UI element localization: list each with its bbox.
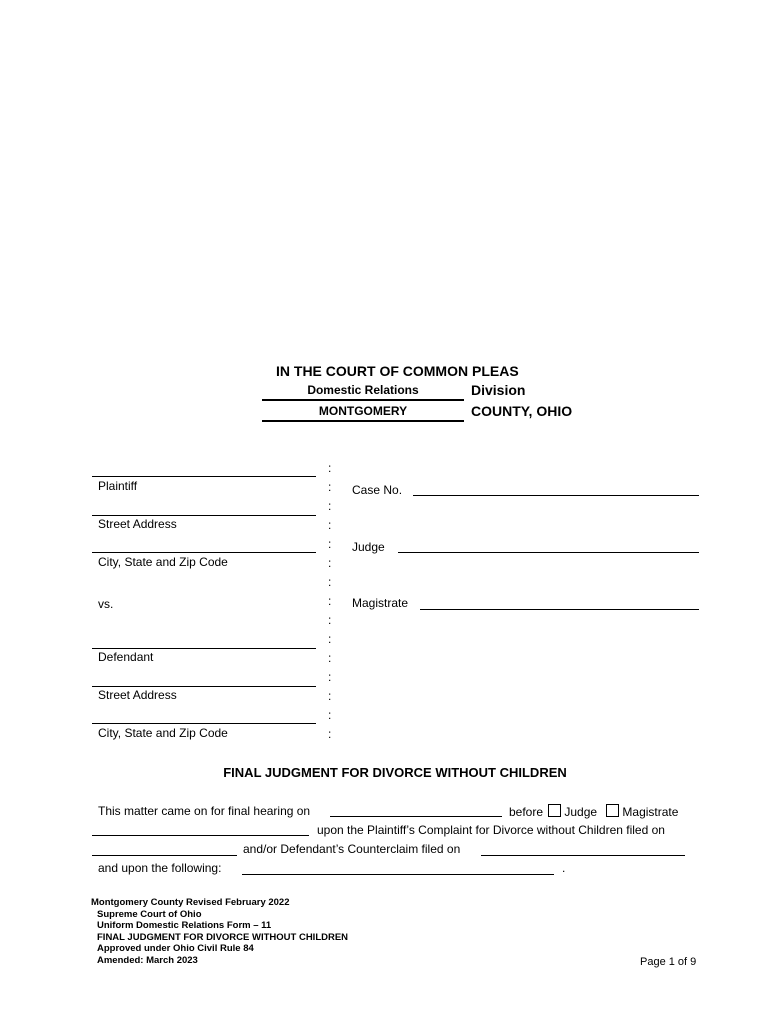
case-no-label: Case No. bbox=[352, 483, 403, 497]
defendant-street-label: Street Address bbox=[98, 688, 177, 702]
vs-label: vs. bbox=[98, 597, 114, 611]
division-field[interactable]: Domestic Relations bbox=[262, 382, 464, 401]
caption-separator: : bbox=[328, 575, 332, 589]
counterclaim-text: and/or Defendant’s Counterclaim filed on bbox=[243, 842, 461, 856]
caption-separator: : bbox=[328, 594, 332, 608]
caption-separator: : bbox=[328, 499, 332, 513]
footer-amended: Amended: March 2023 bbox=[97, 954, 198, 966]
magistrate-field[interactable] bbox=[420, 609, 699, 610]
caption-separator: : bbox=[328, 461, 332, 475]
plaintiff-street-line[interactable] bbox=[92, 515, 316, 516]
footer-form-title: FINAL JUDGMENT FOR DIVORCE WITHOUT CHILDREN bbox=[97, 931, 349, 943]
county-label: COUNTY, OHIO bbox=[471, 403, 573, 419]
hearing-date-field[interactable] bbox=[330, 816, 502, 817]
before-label: before bbox=[509, 805, 544, 819]
caption-separator: : bbox=[328, 632, 332, 646]
magistrate-option-label: Magistrate bbox=[622, 805, 679, 819]
plaintiff-label: Plaintiff bbox=[98, 479, 138, 493]
footer-revised: Montgomery County Revised February 2022 bbox=[91, 897, 290, 908]
footer-court: Supreme Court of Ohio bbox=[97, 908, 202, 920]
following-text: and upon the following: bbox=[98, 861, 222, 875]
judge-checkbox[interactable] bbox=[548, 804, 561, 817]
division-label: Division bbox=[471, 382, 526, 398]
caption-separator: : bbox=[328, 480, 332, 494]
county-field[interactable]: MONTGOMERY bbox=[262, 403, 464, 422]
judge-label: Judge bbox=[352, 540, 385, 554]
plaintiff-name-line[interactable] bbox=[92, 476, 316, 477]
case-no-field[interactable] bbox=[413, 495, 699, 496]
before-option-row bbox=[509, 804, 678, 819]
caption-separator: : bbox=[328, 613, 332, 627]
plaintiff-city-label: City, State and Zip Code bbox=[98, 555, 228, 569]
defendant-city-label: City, State and Zip Code bbox=[98, 726, 228, 740]
plaintiff-street-label: Street Address bbox=[98, 517, 177, 531]
caption-separator: : bbox=[328, 727, 332, 741]
caption-separator: : bbox=[328, 518, 332, 532]
page-number: Page 1 of 9 bbox=[640, 956, 697, 968]
hearing-text: This matter came on for final hearing on bbox=[98, 804, 311, 818]
defendant-city-line[interactable] bbox=[92, 723, 316, 724]
caption-separator: : bbox=[328, 556, 332, 570]
defendant-label: Defendant bbox=[98, 650, 154, 664]
magistrate-label: Magistrate bbox=[352, 596, 409, 610]
footer-approval: Approved under Ohio Civil Rule 84 bbox=[97, 943, 254, 954]
defendant-name-line[interactable] bbox=[92, 648, 316, 649]
period: . bbox=[562, 861, 566, 875]
plaintiff-city-line[interactable] bbox=[92, 552, 316, 553]
caption-separator: : bbox=[328, 537, 332, 551]
caption-separator: : bbox=[328, 708, 332, 722]
officer-name-field[interactable] bbox=[92, 835, 309, 836]
judge-field[interactable] bbox=[398, 552, 699, 553]
complaint-text: upon the Plaintiff’s Complaint for Divorce without Children filed on bbox=[317, 823, 665, 837]
following-field[interactable] bbox=[242, 874, 554, 875]
document-title: FINAL JUDGMENT FOR DIVORCE WITHOUT CHILDREN bbox=[223, 765, 567, 780]
court-title: IN THE COURT OF COMMON PLEAS bbox=[276, 363, 519, 379]
caption-separator: : bbox=[328, 651, 332, 665]
defendant-street-line[interactable] bbox=[92, 686, 316, 687]
counterclaim-date-field[interactable] bbox=[481, 855, 685, 856]
caption-separator: : bbox=[328, 689, 332, 703]
judge-option-label: Judge bbox=[564, 805, 598, 819]
caption-separator: : bbox=[328, 670, 332, 684]
complaint-date-field[interactable] bbox=[92, 855, 237, 856]
footer-form-number: Uniform Domestic Relations Form – 11 bbox=[97, 920, 272, 931]
form-footer bbox=[91, 897, 348, 966]
magistrate-checkbox[interactable] bbox=[606, 804, 619, 817]
